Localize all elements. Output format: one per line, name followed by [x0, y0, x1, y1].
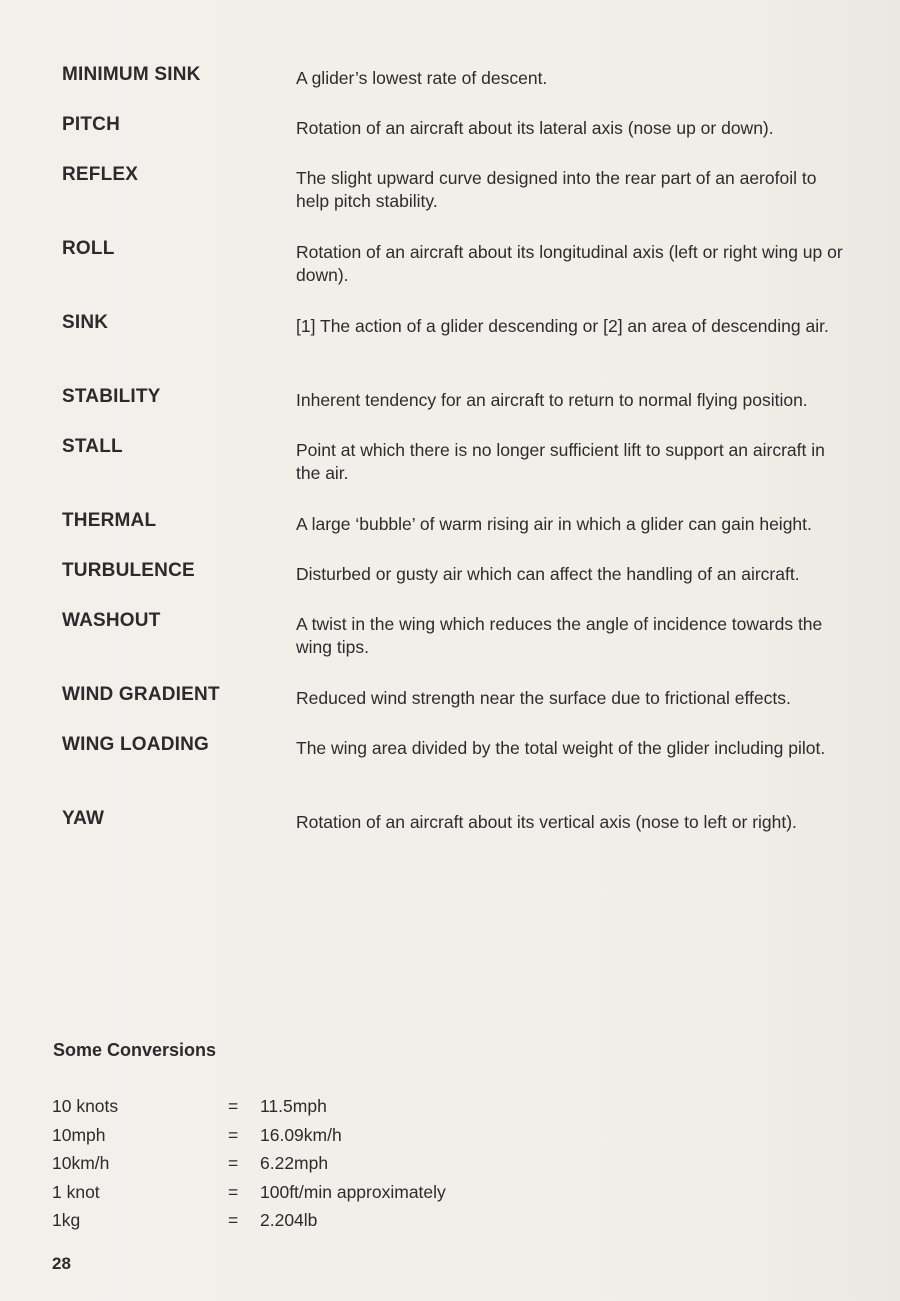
conversion-row [52, 1210, 552, 1239]
conversion-to: 100ft/min approximately [260, 1181, 446, 1202]
conversion-from: 10 knots [52, 1096, 119, 1116]
glossary-definition: A large ‘bubble’ of warm rising air in which a glider can gain height. [296, 514, 812, 534]
glossary-term: THERMAL [62, 510, 157, 531]
glossary-term: MINIMUM SINK [62, 64, 201, 85]
equals-sign: = [228, 1153, 239, 1173]
glossary-term: YAW [62, 808, 105, 829]
conversion-to: 2.204lb [260, 1210, 318, 1230]
glossary-term: WASHOUT [62, 610, 161, 631]
glossary-definition: Inherent tendency for an aircraft to return to normal flying position. [296, 390, 808, 410]
equals-sign: = [228, 1096, 239, 1116]
glossary-term: TURBULENCE [62, 560, 195, 581]
conversions-table [52, 1096, 552, 1239]
glossary-definition: The slight upward curve designed into the rear part of an aerofoil to help pitch stability. [296, 168, 817, 211]
glossary-definition: A twist in the wing which reduces the angle of incidence towards the wing tips. [296, 614, 823, 657]
conversion-from: 1kg [52, 1210, 81, 1230]
glossary-definition: Reduced wind strength near the surface due to frictional effects. [296, 688, 791, 708]
glossary-term: STALL [62, 436, 123, 457]
conversion-row [52, 1182, 552, 1211]
glossary-term: SINK [62, 312, 109, 333]
glossary-definition: A glider’s lowest rate of descent. [296, 68, 548, 88]
page-number: 28 [52, 1254, 71, 1273]
glossary-definition: Rotation of an aircraft about its lateral axis (nose up or down). [296, 118, 774, 138]
conversion-from: 1 knot [52, 1181, 100, 1202]
glossary-term: WING LOADING [62, 734, 209, 755]
equals-sign: = [228, 1124, 239, 1145]
glossary-definition: Disturbed or gusty air which can affect the handling of an aircraft. [296, 564, 800, 584]
glossary-definition: Rotation of an aircraft about its vertical axis (nose to left or right). [296, 812, 797, 832]
conversion-to: 11.5mph [260, 1096, 327, 1116]
equals-sign: = [228, 1181, 239, 1202]
conversion-from: 10km/h [52, 1153, 110, 1173]
conversions-heading: Some Conversions [53, 1040, 217, 1060]
conversion-row [52, 1153, 552, 1182]
glossary-term: REFLEX [62, 164, 139, 185]
conversion-row [52, 1125, 552, 1154]
glossary-term: STABILITY [62, 386, 161, 407]
glossary-term: PITCH [62, 114, 120, 135]
conversion-to: 16.09km/h [260, 1124, 342, 1145]
conversion-from: 10mph [52, 1124, 106, 1145]
equals-sign: = [228, 1210, 239, 1230]
conversion-row [52, 1096, 552, 1125]
glossary-definition: [1] The action of a glider descending or [2] an area of descending air. [296, 316, 829, 336]
conversion-to: 6.22mph [260, 1153, 329, 1173]
glossary-term: ROLL [62, 238, 115, 259]
glossary-definition: The wing area divided by the total weight of the glider including pilot. [296, 738, 826, 758]
glossary-definition: Point at which there is no longer sufficient lift to support an aircraft in the air. [296, 440, 825, 483]
glossary-term: WIND GRADIENT [62, 684, 220, 705]
glossary-definition: Rotation of an aircraft about its longitudinal axis (left or right wing up or down). [296, 242, 843, 285]
